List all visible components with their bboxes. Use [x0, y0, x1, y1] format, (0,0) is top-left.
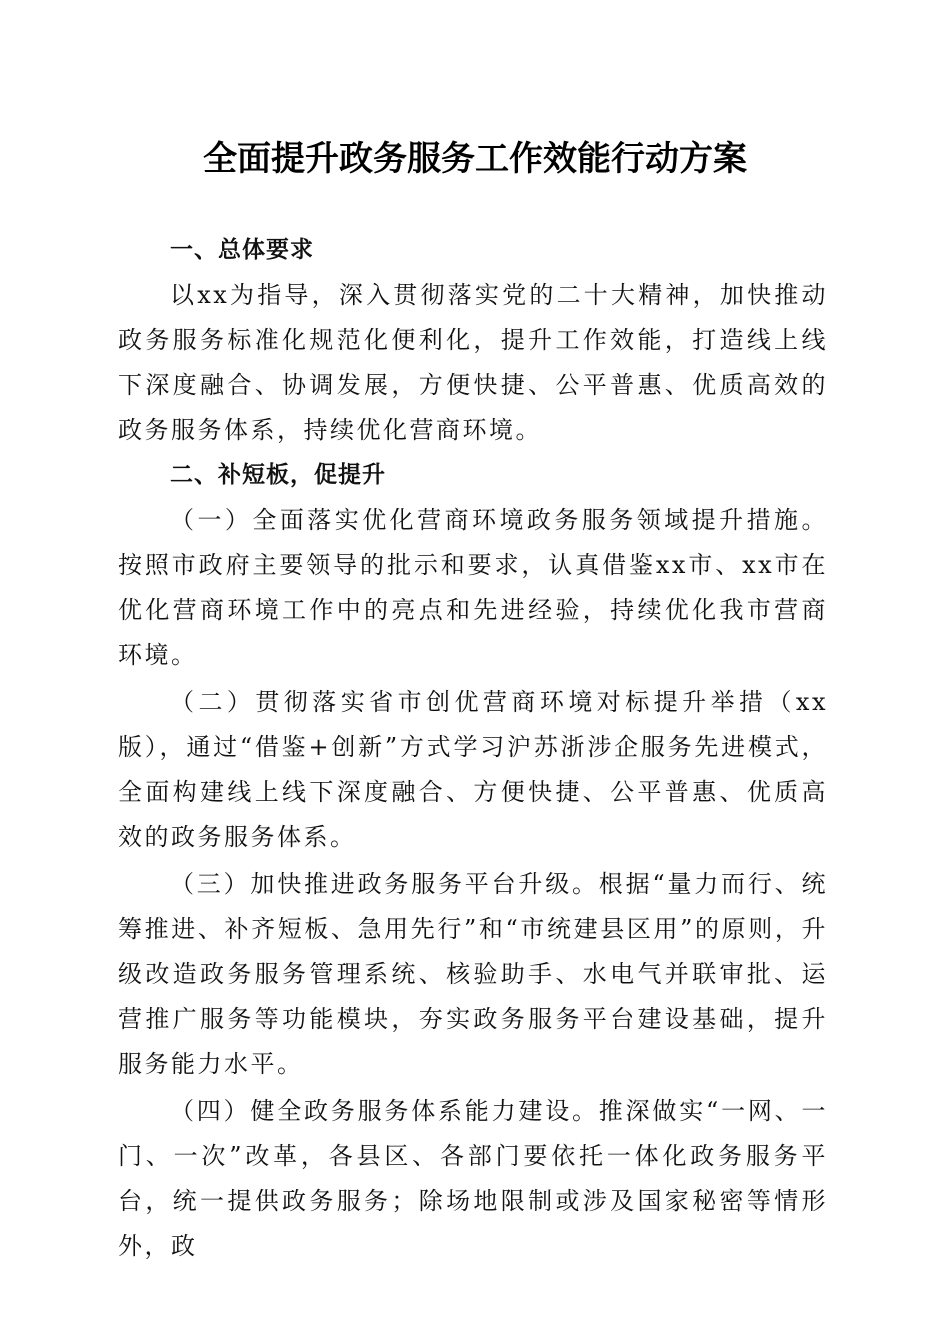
paragraph-item-4: （四）健全政务服务体系能力建设。推深做实“一网、一门、一次”改革，各县区、各部门要依托一体化政务服务平台，统一提供政务服务；除场地限制或涉及国家秘密等情形外，政	[118, 1097, 828, 1260]
paragraph-item-1: （一）全面落实优化营商环境政务服务领域提升措施。按照市政府主要领导的批示和要求，认真借鉴xx市、xx市在优化营商环境工作中的亮点和先进经验，持续优化我市营商环境。	[118, 506, 828, 669]
section-heading-2: 二、补短板，促提升	[170, 462, 386, 488]
document-title: 全面提升政务服务工作效能行动方案	[203, 139, 747, 179]
paragraph-item-2: （二）贯彻落实省市创优营商环境对标提升举措（xx版），通过“借鉴+创新”方式学习沪苏浙涉企服务先进模式，全面构建线上线下深度融合、方便快捷、公平普惠、优质高效的政务服务体系。	[118, 688, 828, 851]
paragraph-item-3: （三）加快推进政务服务平台升级。根据“量力而行、统筹推进、补齐短板、急用先行”和“市统建县区用”的原则，升级改造政务服务管理系统、核验助手、水电气并联审批、运营推广服务等功能模块，夯实政务服务平台建设基础，提升服务能力水平。	[118, 870, 828, 1078]
section-heading-1: 一、总体要求	[170, 237, 314, 263]
paragraph-general-requirements: 以xx为指导，深入贯彻落实党的二十大精神，加快推动政务服务标准化规范化便利化，提升工作效能，打造线上线下深度融合、协调发展，方便快捷、公平普惠、优质高效的政务服务体系，持续优化营商环境。	[118, 281, 828, 444]
document-body	[118, 228, 828, 1269]
